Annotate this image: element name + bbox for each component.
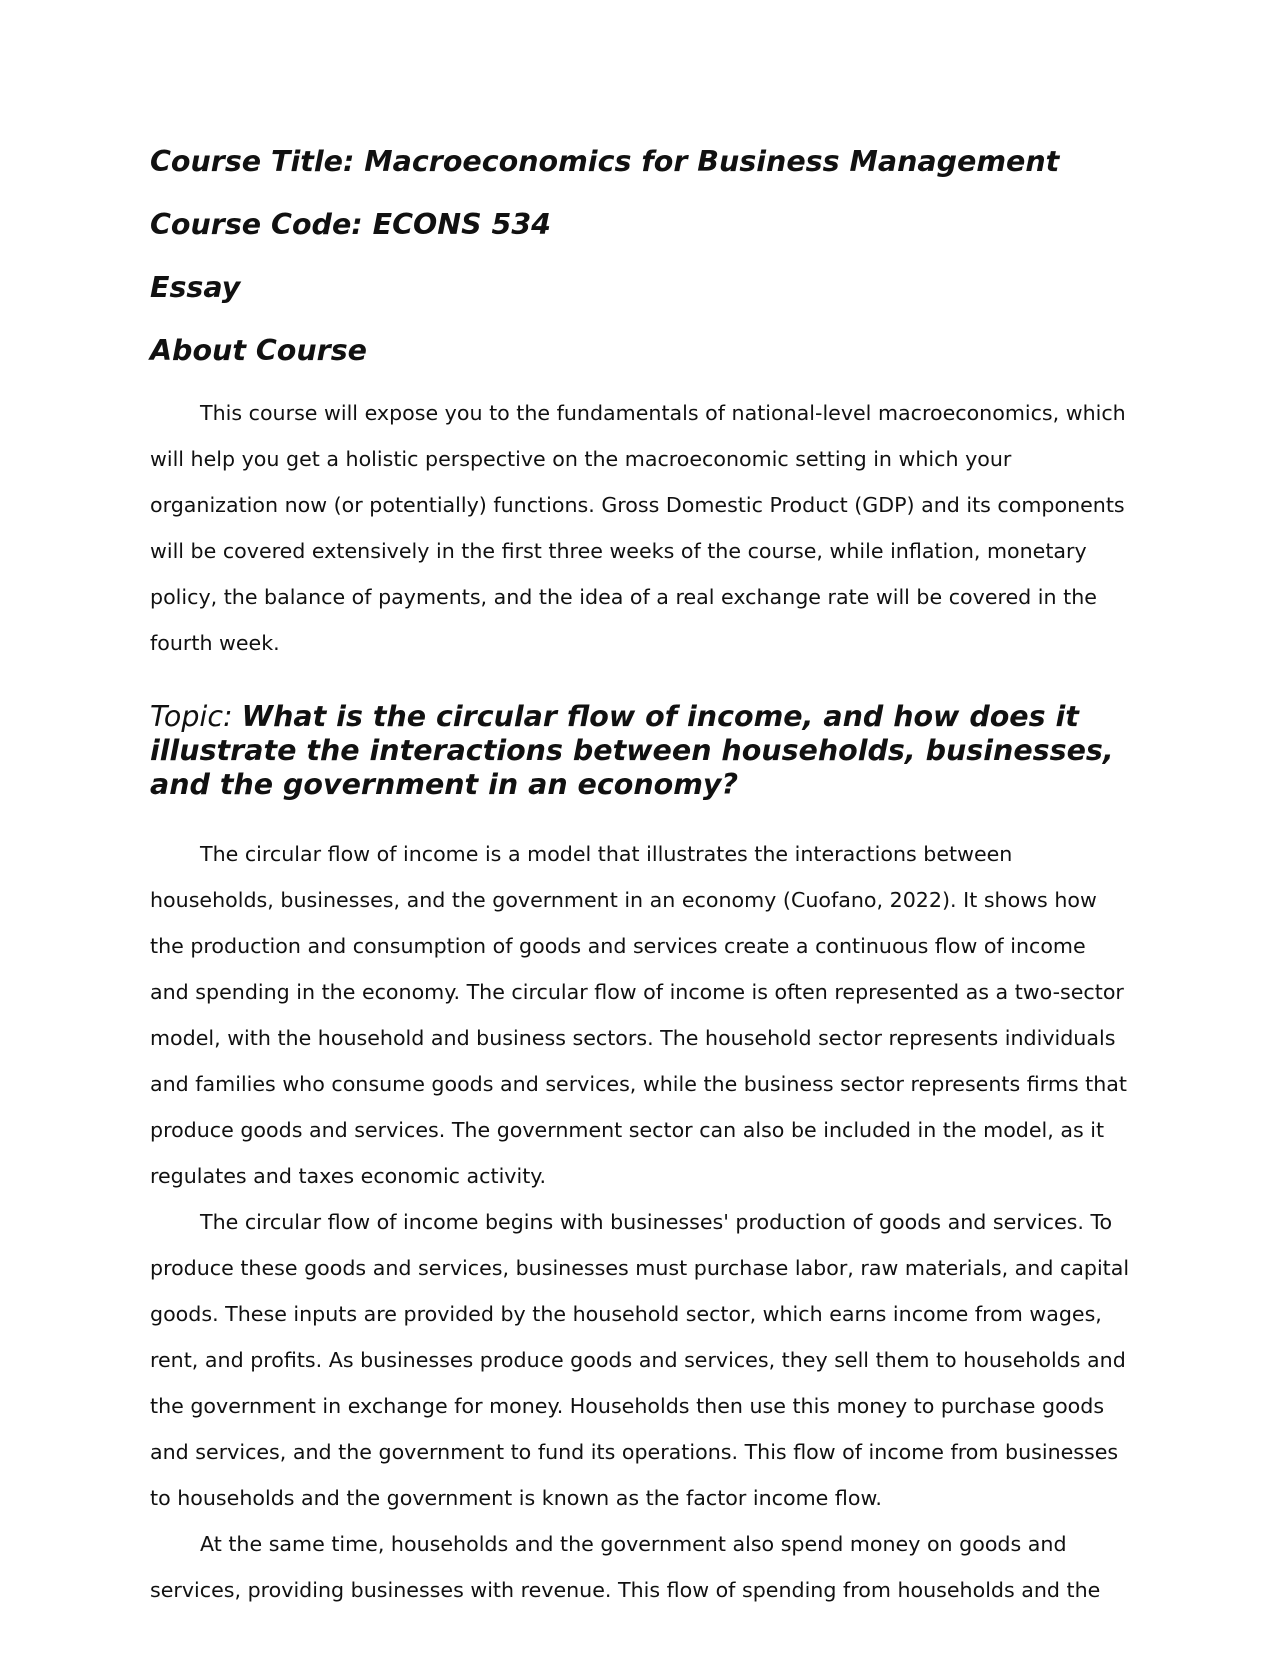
about-heading: About Course [150,334,368,367]
course-title: Course Title: Macroeconomics for Business Management [150,145,1060,178]
body-paragraph-1: The circular flow of income is a model that illustrates the interactions between households, businesses, and the government in an economy (Cuofano, 2022). It shows how the production and consumption of goods and services create a continuous flow of income and spending in the economy. The circular flow of income is often represented as a two-sector model, with the household and business sectors. The household sector represents individuals and families who consume goods and services, while the business sector represents firms that produce goods and services. The government sector can also be included in the model, as it regulates and taxes economic activity. [150,842,1127,1188]
body-paragraph-3: At the same time, households and the government also spend money on goods and services, providing businesses with revenue. This flow of spending from households and the [150,1532,1101,1602]
essay-label: Essay [150,271,241,304]
body-paragraph-2: The circular flow of income begins with businesses' production of goods and services. To produce these goods and services, businesses must purchase labor, raw materials, and capital goods. These inputs are provided by the household sector, which earns income from wages, rent, and profits. As businesses produce goods and services, they sell them to households and the government in exchange for money. Households then use this money to purchase goods and services, and the government to fund its operations. This flow of income from businesses to households and the government is known as the factor income flow. [150,1210,1130,1510]
topic-question: What is the circular flow of income, and how does it illustrate the interactions between households, businesses, and the government in an economy? [150,700,1114,801]
topic-heading [150,700,1130,802]
course-code: Course Code: ECONS 534 [150,208,552,241]
about-paragraph: This course will expose you to the fundamentals of national-level macroeconomics, which will help you get a holistic perspective on the macroeconomic setting in which your organization now (or potentially) functions. Gross Domestic Product (GDP) and its components will be covered extensively in the first three weeks of the course, while inflation, monetary policy, the balance of payments, and the idea of a real exchange rate will be covered in the fourth week. [150,401,1126,655]
document-body [150,145,1130,1613]
topic-label: Topic: [150,700,242,733]
